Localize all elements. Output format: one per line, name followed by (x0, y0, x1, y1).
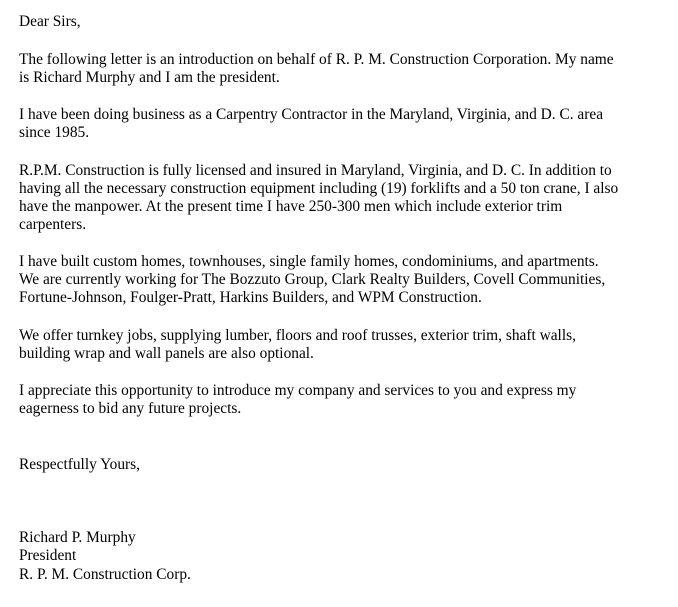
text-line: building wrap and wall panels are also optional. (19, 345, 314, 362)
closing: Respectfully Yours, (19, 456, 140, 473)
text-line: I appreciate this opportunity to introduce my company and services to you and express my (19, 382, 577, 399)
text-line: eagerness to bid any future projects. (19, 400, 242, 417)
signer-company: R. P. M. Construction Corp. (19, 566, 191, 583)
text-line: since 1985. (19, 124, 90, 141)
text-line: The following letter is an introduction on behalf of R. P. M. Construction Corporation. My name (19, 51, 614, 68)
text-line: We are currently working for The Bozzuto Group, Clark Realty Builders, Covell Communities, (19, 271, 606, 288)
text-line: having all the necessary construction equipment including (19) forklifts and a 50 ton crane, I also (19, 180, 619, 197)
text-line: I have been doing business as a Carpentry Contractor in the Maryland, Virginia, and D. C. area (19, 106, 604, 123)
text-line: carpenters. (19, 216, 87, 233)
text-line: is Richard Murphy and I am the president. (19, 69, 280, 86)
signer-title: President (19, 547, 77, 564)
salutation: Dear Sirs, (19, 13, 81, 30)
text-line: Fortune-Johnson, Foulger-Pratt, Harkins Builders, and WPM Construction. (19, 289, 482, 306)
text-line: I have built custom homes, townhouses, single family homes, condominiums, and apartments. (19, 253, 599, 270)
text-line: We offer turnkey jobs, supplying lumber, floors and roof trusses, exterior trim, shaft walls, (19, 327, 576, 344)
text-line: R.P.M. Construction is fully licensed and insured in Maryland, Virginia, and D. C. In addition to (19, 162, 612, 179)
text-line: have the manpower. At the present time I have 250-300 men which include exterior trim (19, 198, 563, 215)
signer-name: Richard P. Murphy (19, 529, 136, 546)
